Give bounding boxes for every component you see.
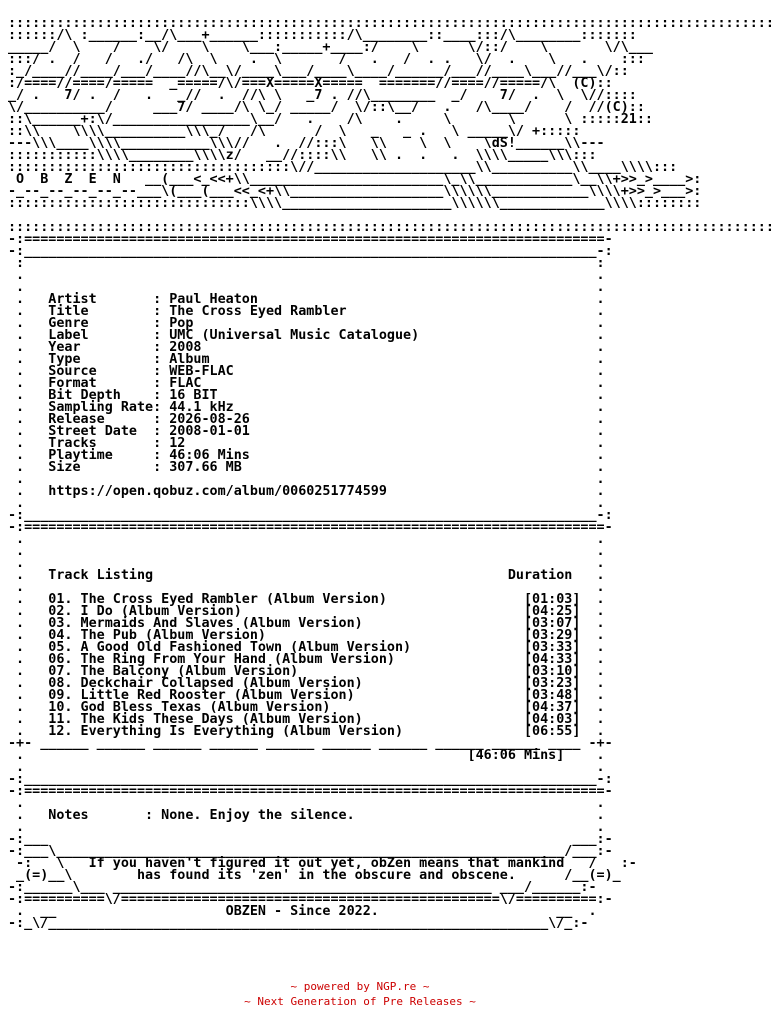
nfo-text: ::::::::::::::::::::::::::::::::::::::::::::::::::::::::::::::::::::::::::::::::::::::::::::::: ::::::/\ :______:__/\___+______:::::::::::/\________::____:::/\________::::::: _____/ \ / \/ \ \___:_____+____:/ \ \/::/ \ \/\___ :::/ . / / ./ /\ \ . \ / . / . . \/ . \ . ::: :_/____//____/___/____//\__\/____\___/____\____/______/___//____\___//___\/:: :/====//====/===== _=====/\/===X=====X===== =======//====//=====/\ (C):: _/ . 7/ . / . _// . //\ \ _7 . //\________ _/ 7/ . \ \//:::: \/__________/ ___7/ ____/\ \_/ _____/ \/::\__/ . /\____/ / //(C):: ::\______+:\/_________________\__/ . /\ . \ \ \ :::::21:: ::\\ \\\\__________\\\_/ /\ / \ _ _ . \ _____\/ +::::: ---\\\____\\\\___________\\\// . //:::\ \\ \ \ \dS!______\\--- :::::::::::\\\\________\\\\z/ __//::::\\ \\ . . . \\\\_____\\\::: :::::::::::::::::::::::::::::::::::\//____________________\\__________\\____\\\\::: O B Z E N __(___<_<<+\\________________________\_\\____________\__\\+>>_>____>: -_--_--_--_--_--___\(___(___<<_<+\\___________________\\\\\\____________\\\\+>>_>___>: ::::::::::::::::::::::::::::::\\\\_____________________\\\\\\_____________\\\\:::::::: ::::::::::::::::::::::::::::::::::::::::::::::::::::::::::::::::::::::::::::::::::::::::::::::: -:========================================================================- -:_______________________________________________________________________-: : : . . . . . Artist : Paul Heaton . . Title : The Cross Eyed Rambler . . Genre : Pop . . Label : UMC (Universal Music Catalogue) . . Year : 2008 . . Type : Album . . Source : WEB-FLAC . . Format : FLAC . . Bit Depth : 16 BIT . . Sampling Rate: 44.1 kHz . . Release : 2026-08-26 . . Street Date : 2008-01-01 . . Tracks : 12 . . Playtime : 46:06 Mins . . Size : 307.66 MB . . . . https://open.qobuz.com/album/0060251774599 . . . -:_______________________________________________________________________-: -:========================================================================- . . . . . . . Track Listing Duration . . . . 01. The Cross Eyed Rambler (Album Version) [01:03] . . 02. I Do (Album Version) [04:25] . . 03. Mermaids And Slaves (Album Version) [03:07] . . 04. The Pub (Album Version) [03:29] . . 05. A Good Old Fashioned Town (Album Version) [03:33] . . 06. The Ring From Your Hand (Album Version) [04:33] . . 07. The Balcony (Album Version) [03:10] . . 08. Deckchair Collapsed (Album Version) [03:23] . . 09. Little Red Rooster (Album Version) [03:48] . . 10. God Bless Texas (Album Version) [04:37] . . 11. The Kids These Days (Album Version) [04:03] . . 12. Everything Is Everything (Album Version) [06:55] . -+- ______ ______ ______ ______ ______ ______ ______ ______ ______ ____ -+- . [46:06 Mins] . . . -:_______________________________________________________________________-: -:========================================================================- . . . Notes : None. Enjoy the silence. . . . -:___ ___:- -:___\_______________________________________________________________/___:- -: \ If you haven't figured it out yet, obZen means that mankind / :- _(=)__\ has found its 'zen' in the obscure and obscene. /__(=)_ -:______\___ _______________________________________________ ___/______:- -:==========\/===============================================\/==========:- . __ OBZEN - Since 2022. __ . -:_\/______________________________________________________________\/_:- (8, 16, 774, 931)
footer-tagline: ~ Next Generation of Pre Releases ~ (244, 995, 476, 1008)
footer-powered-by: ~ powered by NGP.re ~ (290, 980, 430, 993)
